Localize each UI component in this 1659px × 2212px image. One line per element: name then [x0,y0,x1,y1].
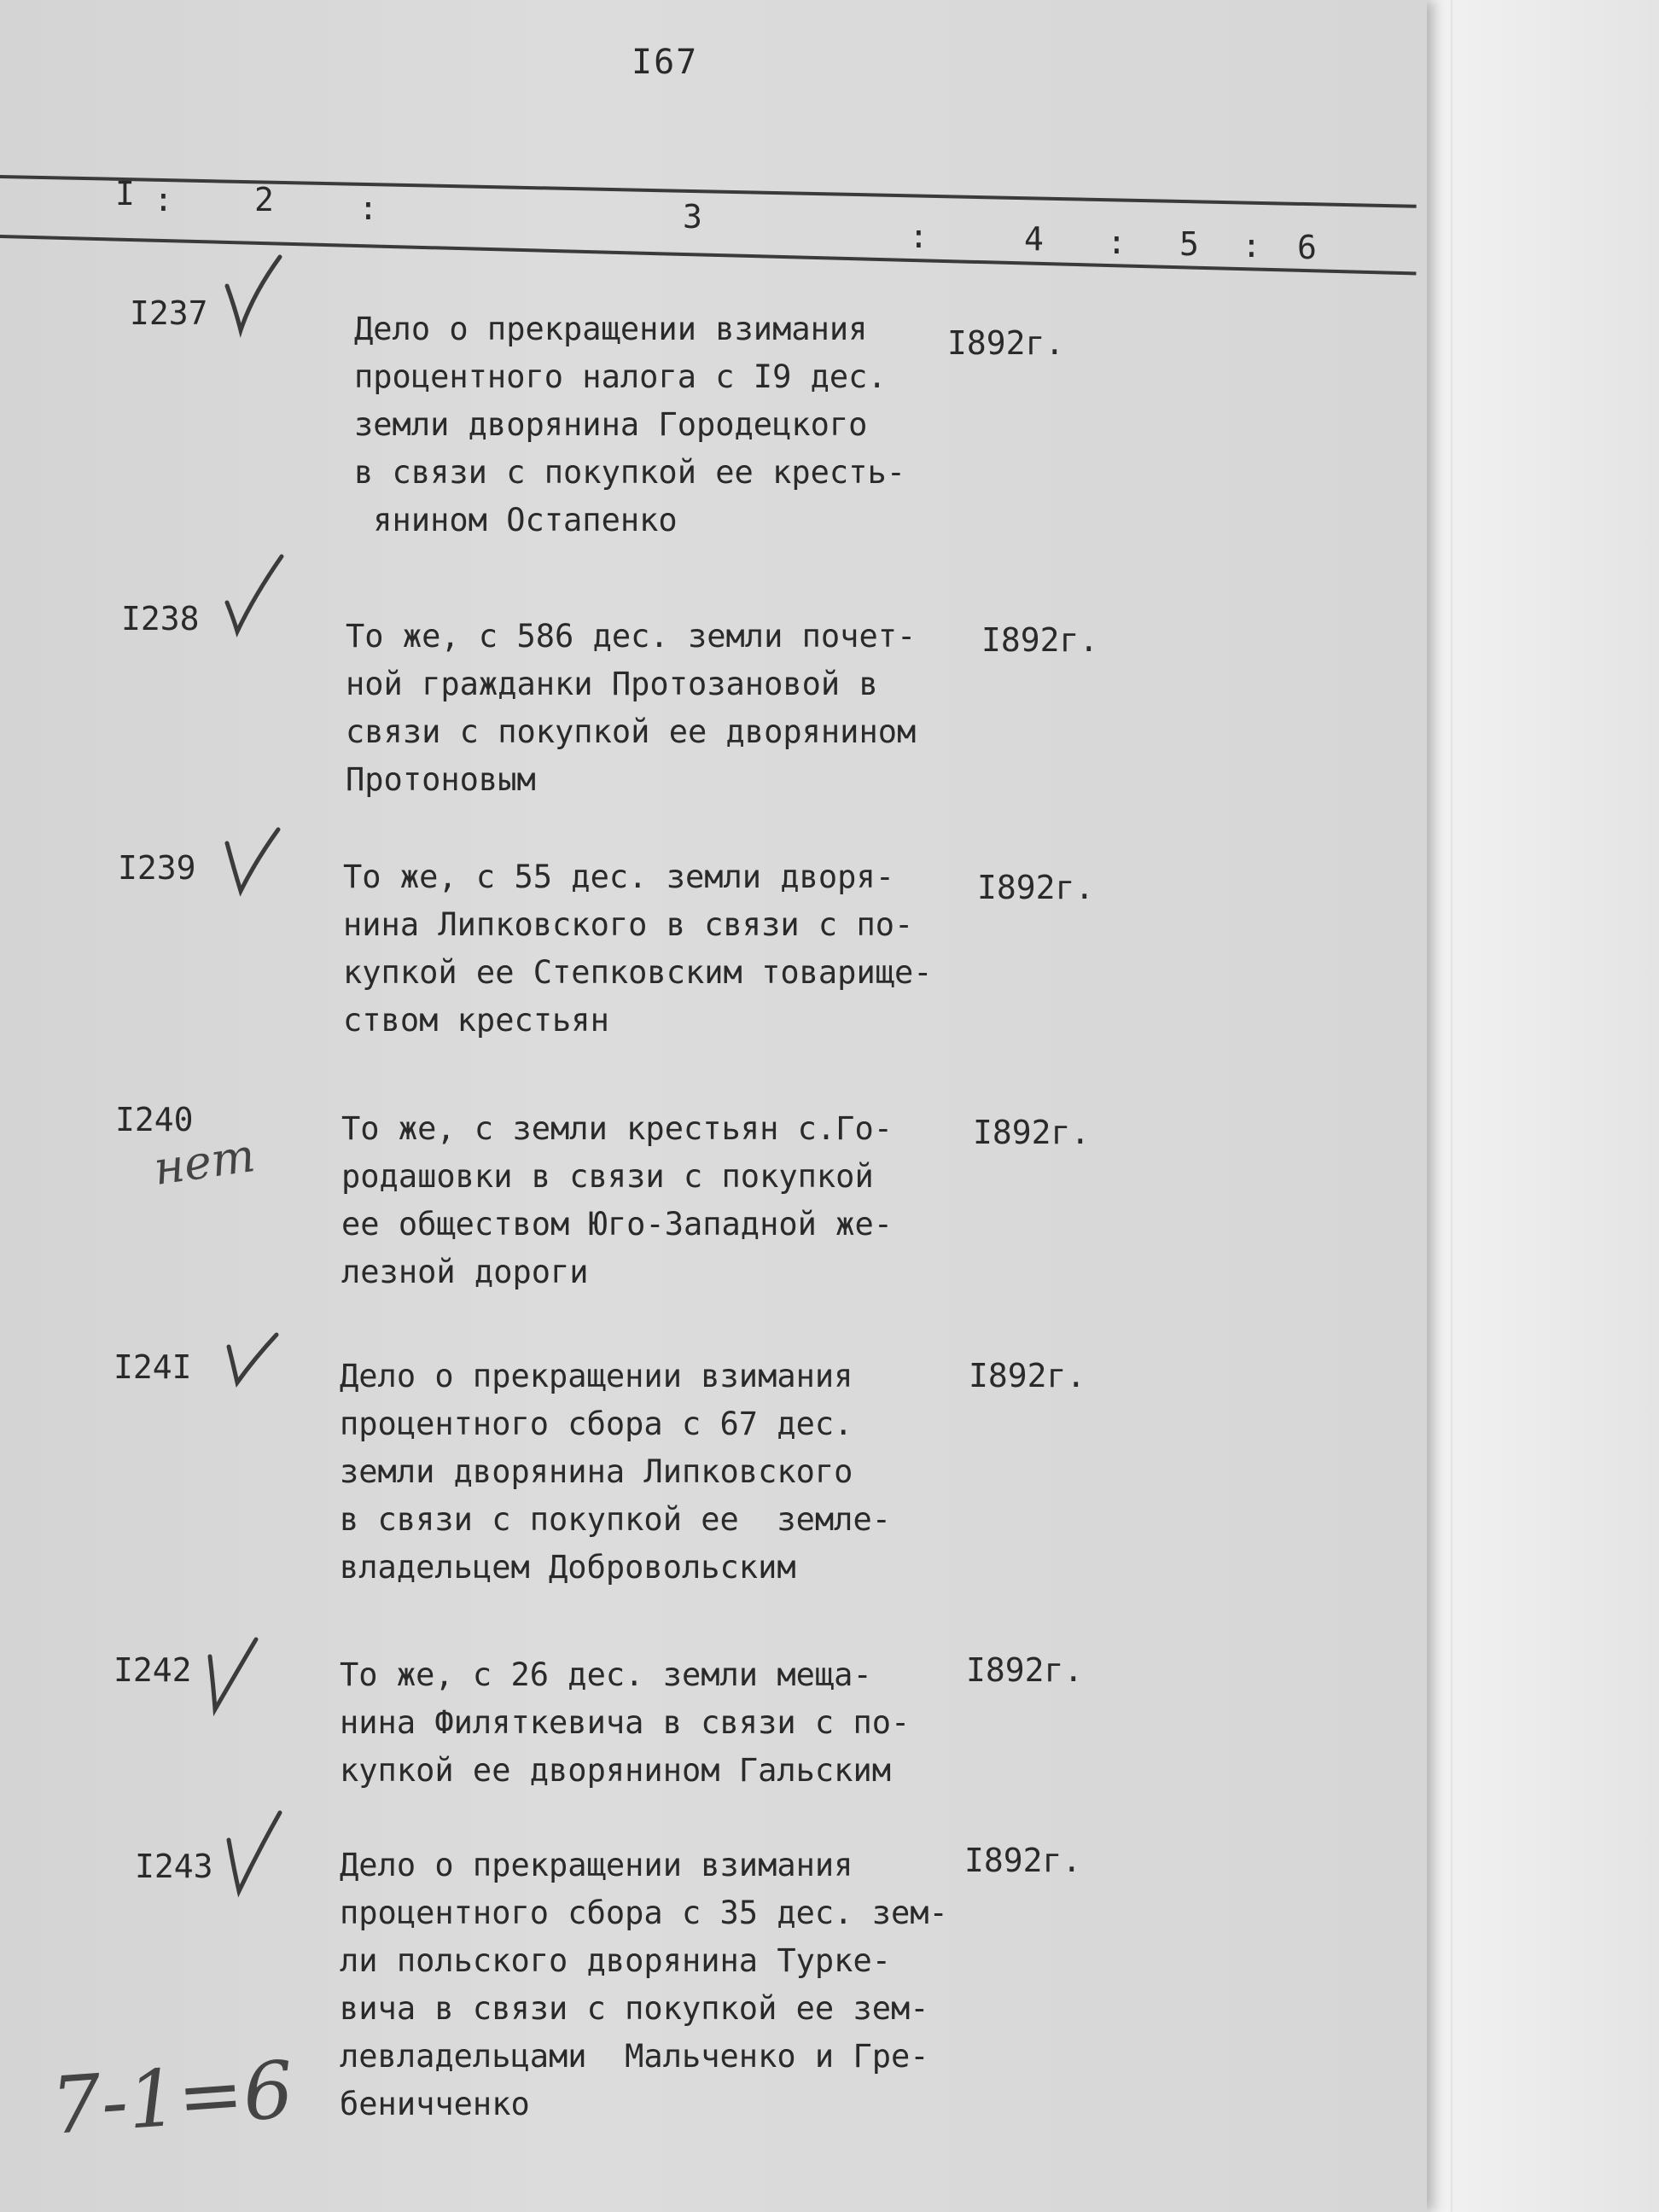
entry-year: I892г. [973,1114,1091,1151]
column-separator: : [358,189,378,227]
column-separator: : [1107,224,1126,261]
entry-number: I237 [130,294,208,332]
entry-year: I892г. [977,869,1095,906]
entry-number: I239 [118,849,196,887]
paper-crease [1451,0,1452,2212]
entry-number: I242 [114,1651,192,1689]
entry-number: I243 [135,1848,213,1885]
column-header-4: 4 [1024,220,1044,258]
entry-description: То же, с 55 дес. земли дворя- нина Липковского в связи с по- купкой ее Степковским товарище- ством крестьян [343,859,933,1039]
entry-year: I892г. [947,324,1065,362]
checkmark-icon [224,1809,283,1895]
entry-description: То же, с 586 дес. земли почет- ной гражданки Протозановой в связи с покупкой ее дворянином Протоновым [346,618,917,798]
column-header-3: 3 [683,198,702,236]
column-separator: : [154,181,173,218]
background-page [1427,0,1659,2212]
checkmark-icon [205,1634,265,1720]
header-rule-top [0,175,1417,208]
entry-year: I892г. [981,621,1099,659]
column-separator: : [909,218,928,255]
entry-year: I892г. [969,1357,1086,1394]
column-header-1: I [115,175,135,212]
entry-description: Дело о прекращении взимания процентного сбора с 67 дес. земли дворянина Липковского в связи с покупкой ее земле- владельцем Добровольским [340,1358,892,1586]
checkmark-icon [224,553,283,638]
entry-description: То же, с 26 дес. земли меща- нина Филяткевича в связи с по- купкой ее дворянином Гальским [340,1656,911,1789]
entry-description: Дело о прекращении взимания процентного сбора с 35 дес. зем- ли польского дворянина Турке- вича в связи с покупкой ее зем- левладельцами Мальченко и Гре- беничченко [340,1847,948,2122]
entry-number: I238 [121,600,200,637]
handwritten-tally: 7-1=6 [48,2044,297,2152]
column-header-6: 6 [1297,229,1317,266]
entry-year: I892г. [966,1651,1084,1689]
entry-description: Дело о прекращении взимания процентного налога с I9 дес. земли дворянина Городецкого в связи с покупкой ее кресть- янином Остапенко [354,311,906,538]
entry-number: I24I [114,1348,192,1386]
checkmark-icon [224,826,283,911]
checkmark-icon [224,1330,283,1415]
header-rule-bottom [0,235,1416,275]
checkmark-icon [224,252,283,337]
column-header-5: 5 [1179,225,1199,263]
entry-year: I892г. [964,1842,1082,1879]
handwritten-mark: нет [150,1128,259,1196]
page-number: I67 [632,43,699,82]
entry-description: То же, с земли крестьян с.Го- родашовки в связи с покупкой ее обществом Юго-Западной же- лезной дороги [341,1110,894,1290]
column-header-2: 2 [254,181,274,218]
column-separator: : [1242,227,1261,265]
entry-number: I240 [115,1101,194,1138]
